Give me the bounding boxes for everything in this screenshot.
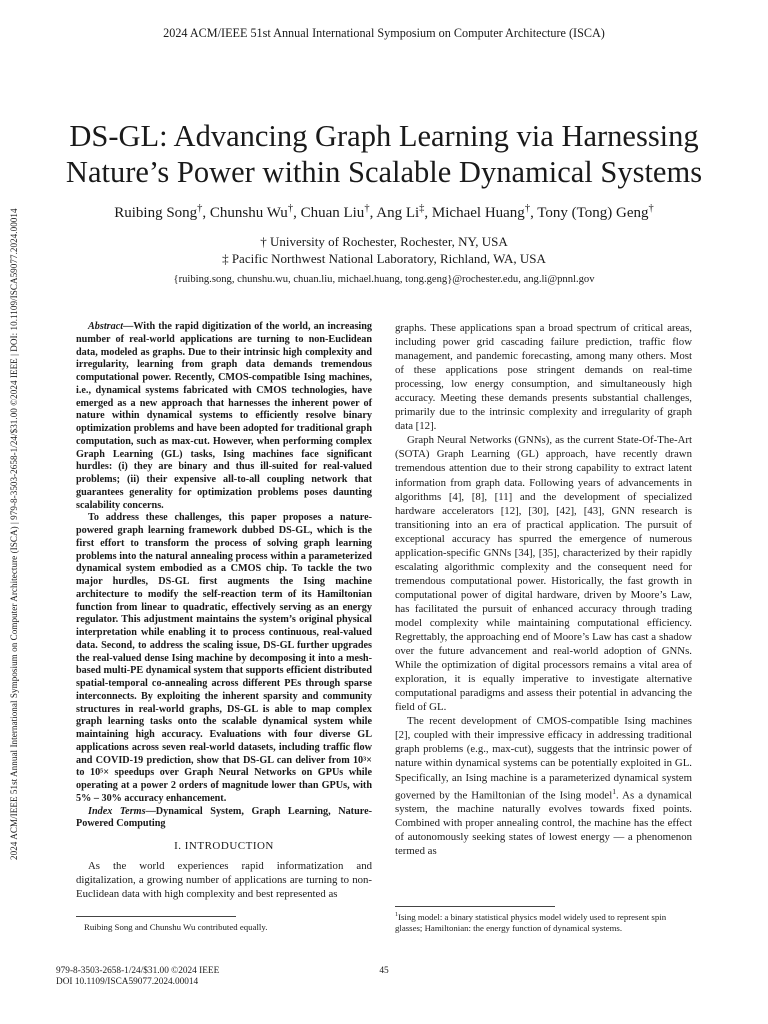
- section-heading-introduction: I. INTRODUCTION: [174, 840, 274, 852]
- title-line-1: DS-GL: Advancing Graph Learning via Harnessing: [69, 119, 699, 153]
- footnote-rule-left: [76, 916, 236, 917]
- author: Michael Huang†: [431, 203, 531, 221]
- abstract-paragraph-2: To address these challenges, this paper proposes a nature-powered graph learning framework dubbed DS-GL, which is the first effort to transform the process of solving graph learning problems into the natural annealing process within a parameterized dynamical system embodied as a CMOS chip. To tackle the two major hurdles, DS-GL first augments the Ising machine architecture to modify the self-reaction term of its Hamiltonian function from linear to quadratic, effectively serving as an energy regulator. This adjustment maintains the system’s original physical interpretation while enabling it to process continuous, real-valued data. Second, to address the scaling issue, DS-GL further upgrades the real-valued dense Ising machine by decomposing it into a mesh-based multi-PE dynamical system that supports efficient distributed spatial-temporal co-annealing across different PEs through sparse interconnects. By exploiting the inherent sparsity and community structures in real-world graphs, DS-GL is able to map complex graph learning tasks onto the scalable dynamical system while maintaining high accuracy. Evaluations with four diverse GL applications across seven real-world datasets, including traffic flow and COVID-19 prediction, show that DS-GL can deliver from 10³× to 10⁵× speedups over Graph Neural Networks on GPUs while operating at a power 2 orders of magnitude lower than GPUs, with 5% – 30% accuracy enhancement.: [76, 512, 372, 804]
- footnote-rule-right: [395, 906, 555, 907]
- author: Tony (Tong) Geng†: [537, 203, 654, 221]
- footnote-ising-model: $^1$Ising model: a binary statistical physics model widely used to represent spin glasses; Hamiltonian: the energy function of dynamical systems.: [395, 911, 667, 933]
- affiliation-pnnl: ‡ Pacific Northwest National Laboratory, Richland, WA, USA: [222, 251, 546, 266]
- author: Ruibing Song†: [114, 203, 203, 221]
- side-margin-citation: 2024 ACM/IEEE 51st Annual International Symposium on Computer Architecture (ISCA) | 979-8-3503-2658-1/24/$31.00 ©2024 IEEE | DOI: 10.1109/ISCA59077.2024.00014: [9, 208, 19, 860]
- abstract: [76, 321, 372, 806]
- isbn-line: 979-8-3503-2658-1/24/$31.00 ©2024 IEEE: [56, 966, 220, 976]
- right-column: [395, 321, 692, 858]
- body-paragraph: The recent development of CMOS-compatible Ising machines [2], coupled with their impressive efficacy in addressing traditional graph problems (e.g., max-cut), suggests that the intrinsic power of nature within dynamical systems can be potentially exploited in GL. Specifically, an Ising machine is a parameterized dynamical system governed by the Hamiltonian of the Ising model$^1$. As a dynamical system, the machine naturally evolves towards fixed points. Combined with proper annealing control, the machine has the effect of autonomously seeking states of lowest energy — a phenomenon termed as: [395, 715, 692, 858]
- index-terms: Index Terms—Dynamical System, Graph Learning, Nature-Powered Computing: [76, 805, 372, 830]
- author: Ang Li‡: [376, 203, 425, 221]
- body-paragraph: Graph Neural Networks (GNNs), as the current State-Of-The-Art (SOTA) Graph Learning (GL) approach, have recently drawn tremendous attention due to their strong capability to extract latent information from graph data. Following years of advancements in algorithms [4], [8], [11] and the development of specialized hardware accelerators [12], [30], [42], [43], GNN research is transitioning into an era of practical application. The pursuit of exceptional accuracy has spurred the emergence of numerous application-specific GNNs [34], [35], characterized by their rapidly escalating algorithmic complexity and the consequent need for tremendous computational power. Historically, the fast growth in computational power of digital hardware, driven by Moore’s Law, has facilitated the pursuit of enhanced accuracy through trading model complexity while maintaining computational efficiency. Regrettably, the approaching end of Moore’s Law has cast a shadow over the future advancement and real-world adoption of GNNs. While the optimization of digital processors remains a vital area of exploration, it is equally imperative to investigate alternative computational paradigms and assess their potential in advancing the field of GL.: [395, 434, 692, 714]
- conference-header: 2024 ACM/IEEE 51st Annual International Symposium on Computer Architecture (ISCA): [163, 26, 605, 40]
- doi-line: DOI 10.1109/ISCA59077.2024.00014: [56, 977, 199, 987]
- page-number: 45: [379, 966, 389, 976]
- author: Chunshu Wu†: [209, 203, 294, 221]
- title-line-2: Nature’s Power within Scalable Dynamical Systems: [65, 155, 703, 189]
- left-column: [76, 321, 372, 901]
- abstract-label: Abstract: [88, 321, 124, 332]
- affiliation-rochester: † University of Rochester, Rochester, NY, USA: [260, 234, 508, 249]
- body-paragraph: graphs. These applications span a broad spectrum of critical areas, including power grid cascading failure prediction, traffic flow management, and pandemic forecasting, among many others. Most of these applications pose stringent demands on real-time processing, low energy consumption, and simultaneously high accuracy. Meeting these demands presents substantial challenges, primarily due to the intrinsic complexity and irregularity of graph data [12].: [395, 322, 692, 433]
- author-emails: {ruibing.song, chunshu.wu, chuan.liu, michael.huang, tong.geng}@rochester.edu, ang.li@pnnl.gov: [173, 274, 595, 285]
- author: Chuan Liu†: [300, 203, 370, 221]
- footnote-equal-contribution: Ruibing Song and Chunshu Wu contributed equally.: [84, 922, 268, 932]
- abstract-paragraph-1: Abstract—With the rapid digitization of the world, an increasing number of real-world applications are turning to non-Euclidean data, modeled as graphs. Due to their intrinsic high complexity and irregularity, learning from graph data demands tremendous computational power. Recently, CMOS-compatible Ising machines, i.e., dynamical systems fabricated with CMOS technologies, have emerged as a new approach that harnesses the inherent power of nature within dynamical systems to efficiently resolve binary optimization problems and have been adopted for traditional graph computation, such as max-cut. However, when performing complex Graph Learning (GL) tasks, Ising machines face significant hurdles: (i) they are binary and thus ill-suited for real-valued problems; (ii) their expensive all-to-all coupling network that guarantees generality for optimization problems poses daunting scalability concerns.: [76, 321, 372, 511]
- index-terms-label: Index Terms: [88, 805, 146, 817]
- intro-paragraph: As the world experiences rapid informatization and digitalization, a growing number of applications are turning to non-Euclidean data with high complexity and best represented as: [76, 860, 372, 901]
- paper-title: [60, 118, 708, 190]
- author-list: Ruibing Song†, Chunshu Wu†, Chuan Liu†, Ang Li‡, Michael Huang†, Tony (Tong) Geng†: [114, 203, 654, 221]
- footnote-marker: 1: [612, 786, 616, 796]
